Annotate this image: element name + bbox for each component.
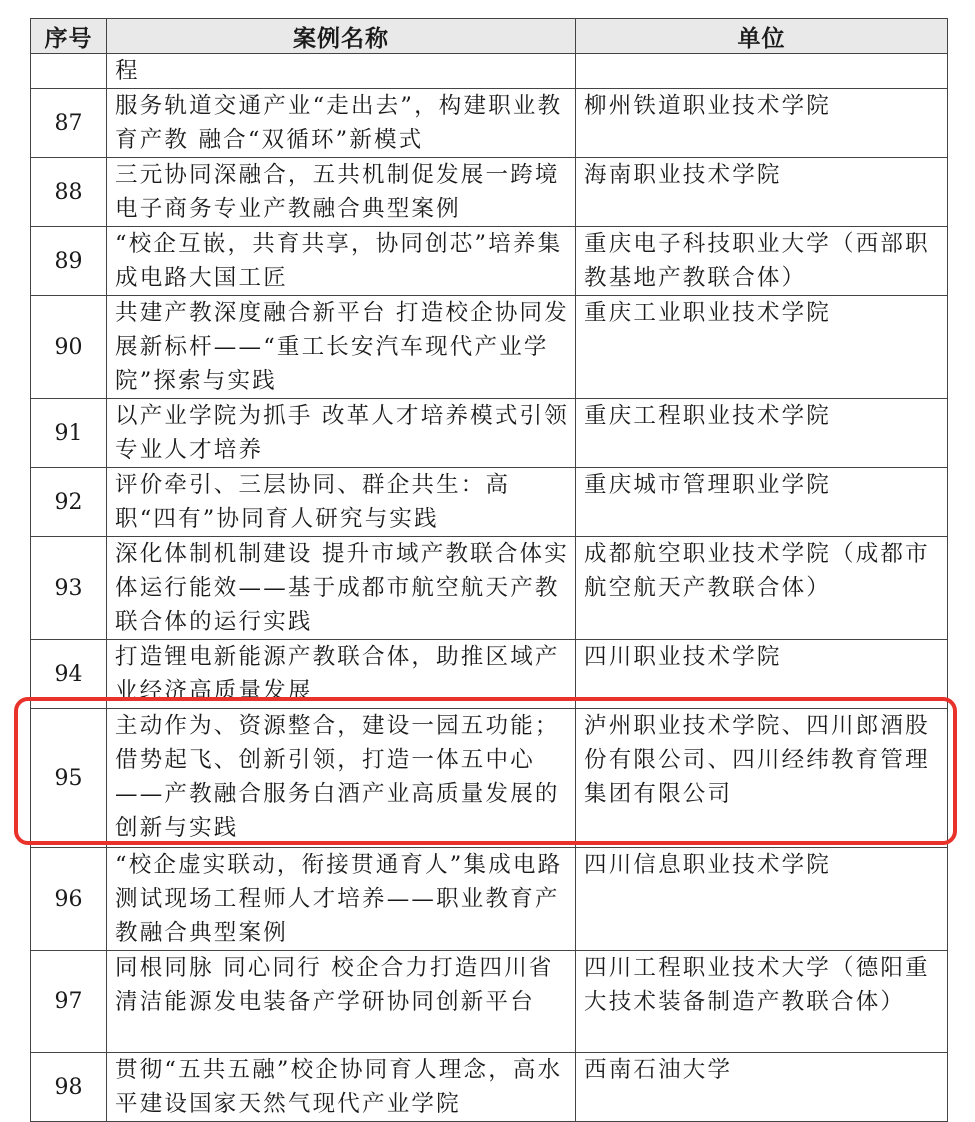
row-unit: 四川职业技术学院 [576, 640, 948, 709]
table-row [31, 158, 948, 227]
row-name: 同根同脉 同心同行 校企合力打造四川省清洁能源发电装备产学研协同创新平台 [107, 951, 576, 1053]
row-unit: 四川工程职业技术大学（德阳重大技术装备制造产教联合体） [576, 951, 948, 1053]
row-unit: 成都航空职业技术学院（成都市航空航天产教联合体） [576, 537, 948, 640]
row-unit: 重庆工业职业技术学院 [576, 296, 948, 399]
table-row-highlighted [31, 709, 948, 848]
row-name: 打造锂电新能源产教联合体，助推区域产业经济高质量发展 [107, 640, 576, 709]
table-row [31, 640, 948, 709]
row-no: 91 [31, 399, 107, 468]
table-row [31, 399, 948, 468]
table-row [31, 1053, 948, 1122]
header-name: 案例名称 [107, 19, 576, 54]
row-unit: 重庆电子科技职业大学（西部职教基地产教联合体） [576, 227, 948, 296]
table-row [31, 89, 948, 158]
row-no: 95 [31, 709, 107, 848]
row-no: 92 [31, 468, 107, 537]
case-table [30, 18, 948, 1122]
row-no: 97 [31, 951, 107, 1053]
row-no: 94 [31, 640, 107, 709]
row-name: “校企虚实联动，衔接贯通育人”集成电路测试现场工程师人才培养——职业教育产教融合典型案例 [107, 848, 576, 951]
row-unit: 西南石油大学 [576, 1053, 948, 1122]
row-name: 以产业学院为抓手 改革人才培养模式引领专业人才培养 [107, 399, 576, 468]
row-unit: 柳州铁道职业技术学院 [576, 89, 948, 158]
row-unit: 泸州职业技术学院、四川郎酒股份有限公司、四川经纬教育管理集团有限公司 [576, 709, 948, 848]
row-unit: 重庆工程职业技术学院 [576, 399, 948, 468]
row-name: 三元协同深融合，五共机制促发展一跨境电子商务专业产教融合典型案例 [107, 158, 576, 227]
row-unit: 重庆城市管理职业学院 [576, 468, 948, 537]
table-row [31, 468, 948, 537]
continuation-name: 程 [107, 54, 576, 89]
table-row [31, 227, 948, 296]
row-name: “校企互嵌，共育共享，协同创芯”培养集成电路大国工匠 [107, 227, 576, 296]
continuation-row [31, 54, 948, 89]
row-no: 98 [31, 1053, 107, 1122]
row-no: 93 [31, 537, 107, 640]
row-unit: 四川信息职业技术学院 [576, 848, 948, 951]
row-no: 90 [31, 296, 107, 399]
row-no: 87 [31, 89, 107, 158]
table-row [31, 296, 948, 399]
continuation-no [31, 54, 107, 89]
table-row [31, 951, 948, 1053]
row-name: 贯彻“五共五融”校企协同育人理念，高水平建设国家天然气现代产业学院 [107, 1053, 576, 1122]
row-name: 深化体制机制建设 提升市域产教联合体实体运行能效——基于成都市航空航天产教联合体的运行实践 [107, 537, 576, 640]
row-name: 评价牵引、三层协同、群企共生：高职“四有”协同育人研究与实践 [107, 468, 576, 537]
row-no: 96 [31, 848, 107, 951]
row-name: 服务轨道交通产业“走出去”，构建职业教育产教 融合“双循环”新模式 [107, 89, 576, 158]
table-row [31, 537, 948, 640]
table-row [31, 848, 948, 951]
continuation-unit [576, 54, 948, 89]
header-unit: 单位 [576, 19, 948, 54]
row-name: 共建产教深度融合新平台 打造校企协同发展新标杆——“重工长安汽车现代产业学院”探索与实践 [107, 296, 576, 399]
header-no: 序号 [31, 19, 107, 54]
row-no: 88 [31, 158, 107, 227]
row-no: 89 [31, 227, 107, 296]
row-name: 主动作为、资源整合，建设一园五功能；借势起飞、创新引领，打造一体五中心——产教融合服务白酒产业高质量发展的创新与实践 [107, 709, 576, 848]
table-header-row [31, 19, 948, 54]
row-unit: 海南职业技术学院 [576, 158, 948, 227]
